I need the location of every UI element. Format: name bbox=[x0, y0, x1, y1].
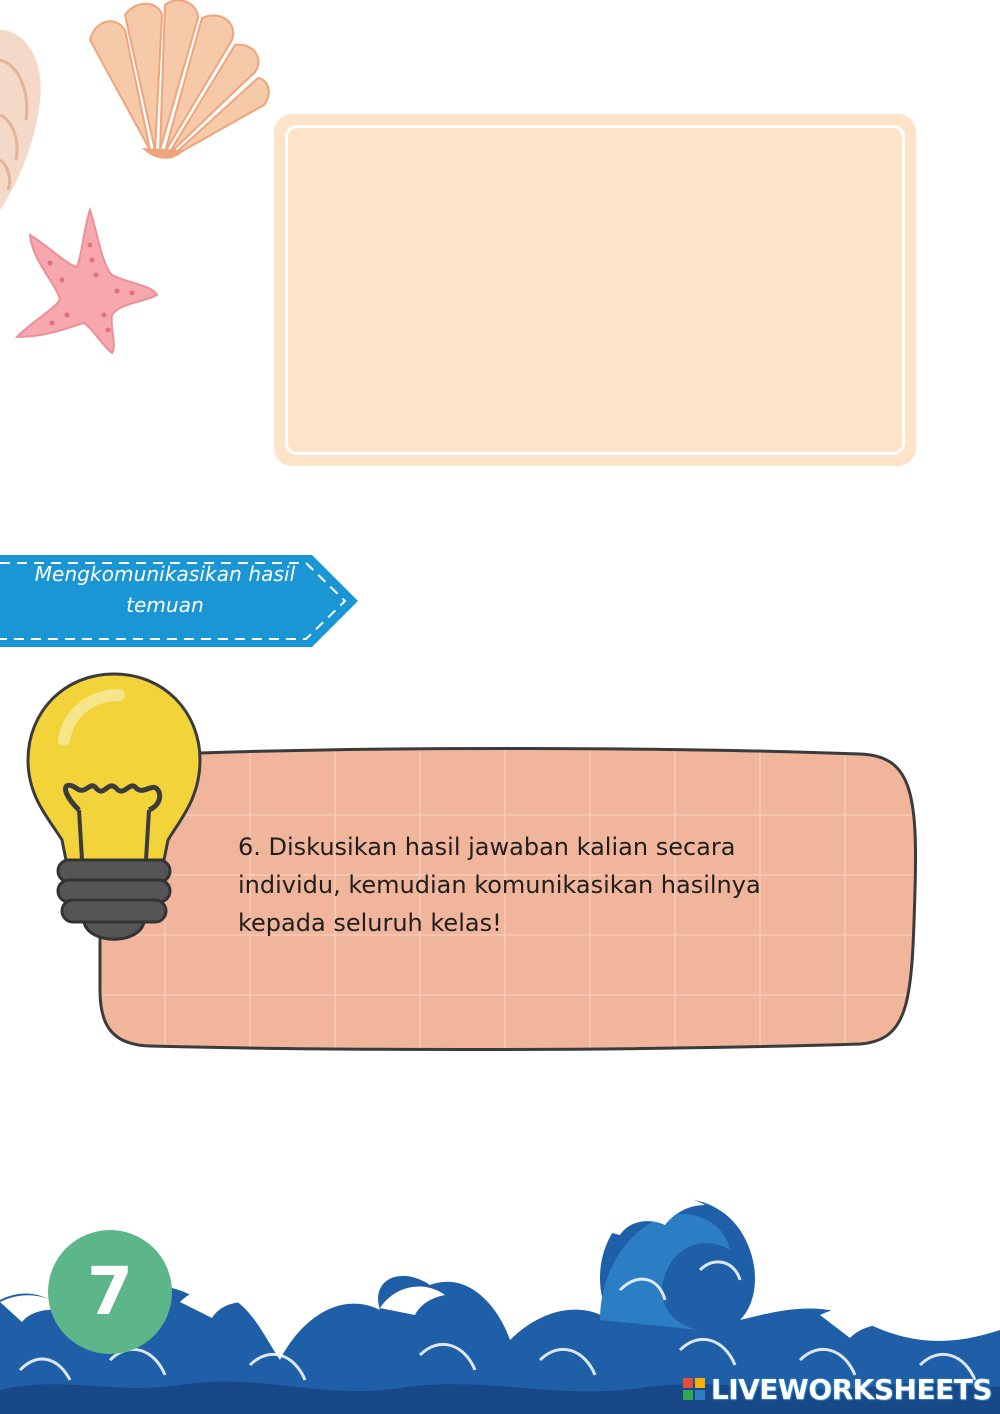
liveworksheets-logo-icon bbox=[683, 1378, 705, 1400]
scallop-shell-icon bbox=[80, 0, 275, 165]
page-number: 7 bbox=[87, 1253, 133, 1330]
starfish-icon bbox=[12, 205, 160, 355]
section-title-line2: temuan bbox=[126, 593, 204, 617]
watermark bbox=[683, 1372, 992, 1406]
question-text: 6. Diskusikan hasil jawaban kalian secara individu, kemudian komunikasikan hasilnya kepada seluruh kelas! bbox=[238, 833, 761, 937]
section-title bbox=[0, 559, 330, 639]
answer-box[interactable] bbox=[285, 125, 905, 455]
section-title-line1: Mengkomunikasikan hasil bbox=[34, 562, 296, 586]
page-number-badge bbox=[48, 1230, 172, 1354]
watermark-text: LIVEWORKSHEETS bbox=[710, 1372, 992, 1406]
seashell-icon bbox=[0, 20, 50, 220]
lightbulb-icon bbox=[24, 670, 204, 955]
